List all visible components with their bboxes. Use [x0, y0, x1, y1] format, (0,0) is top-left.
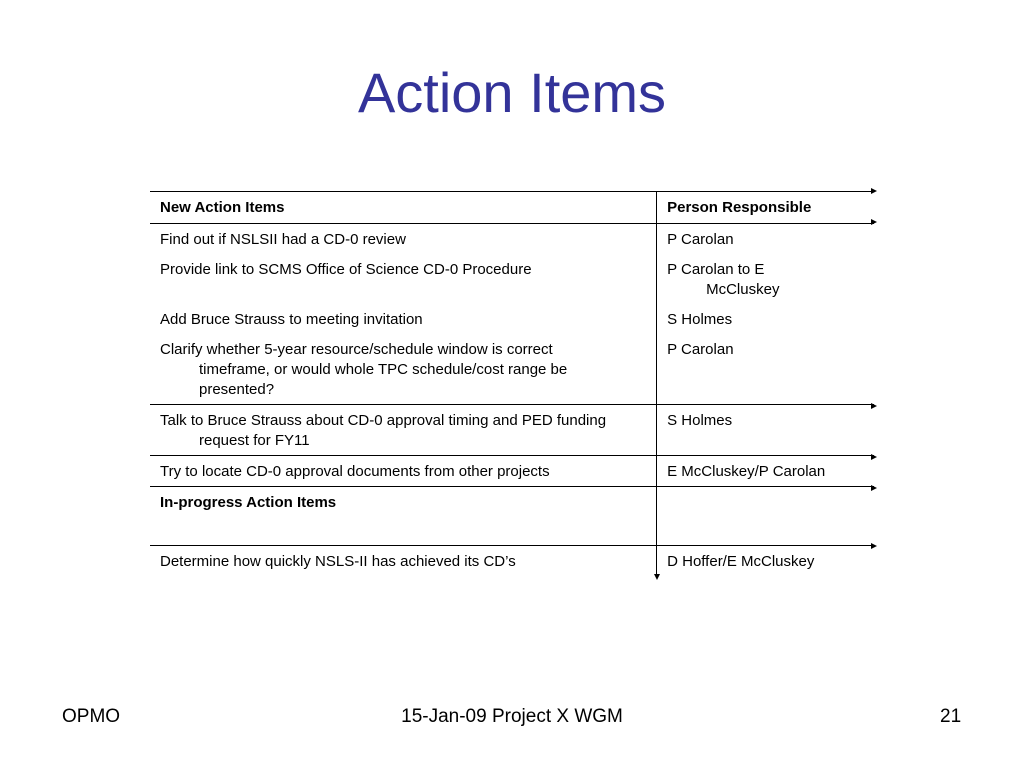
header-new-action-items: New Action Items	[160, 199, 285, 216]
person-responsible-text: E McCluskey/P Carolan	[667, 463, 826, 480]
action-items-table-container	[150, 191, 874, 576]
section-label-in-progress: In-progress Action Items	[160, 494, 337, 511]
table-row	[150, 546, 874, 577]
line-arrow-icon	[871, 403, 877, 409]
person-responsible-text: P Carolan	[667, 341, 734, 358]
line-arrow-icon	[871, 188, 877, 194]
action-item-text: Add Bruce Strauss to meeting invitation	[160, 311, 423, 328]
section-row	[150, 487, 874, 546]
slide-title: Action Items	[357, 61, 667, 124]
table-row	[150, 456, 874, 487]
table-row	[150, 405, 874, 456]
person-responsible-text: S Holmes	[667, 412, 733, 429]
line-arrow-icon	[871, 219, 877, 225]
table-row	[150, 304, 874, 334]
line-arrow-icon	[871, 543, 877, 549]
footer-center: 15-Jan-09 Project X WGM	[401, 706, 623, 727]
action-item-text: Find out if NSLSII had a CD-0 review	[160, 231, 406, 248]
table-header-row	[150, 192, 874, 224]
action-item-text: Clarify whether 5-year resource/schedule window is correct timeframe, or would whole TPC schedule/cost range be presented?	[160, 341, 568, 398]
line-arrow-icon	[871, 454, 877, 460]
table-row	[150, 334, 874, 405]
footer-page-number: 21	[940, 706, 962, 727]
action-item-text: Determine how quickly NSLS-II has achieved its CD’s	[160, 553, 516, 570]
person-responsible-text: D Hoffer/E McCluskey	[667, 553, 815, 570]
action-item-text: Talk to Bruce Strauss about CD-0 approval timing and PED funding request for FY11	[160, 412, 607, 449]
footer-left: OPMO	[62, 706, 121, 727]
person-responsible-text: S Holmes	[667, 311, 733, 328]
action-items-table	[150, 191, 874, 576]
person-responsible-text: P Carolan to E McCluskey	[667, 261, 780, 298]
table-row	[150, 224, 874, 255]
header-person-responsible: Person Responsible	[657, 192, 874, 224]
action-item-text: Try to locate CD-0 approval documents from other projects	[160, 463, 550, 480]
action-item-text: Provide link to SCMS Office of Science CD-0 Procedure	[160, 261, 532, 278]
line-arrow-icon	[871, 485, 877, 491]
person-responsible-text: P Carolan	[667, 231, 734, 248]
section-empty-cell	[657, 487, 874, 546]
line-arrow-down-icon	[654, 574, 660, 580]
table-row	[150, 254, 874, 304]
